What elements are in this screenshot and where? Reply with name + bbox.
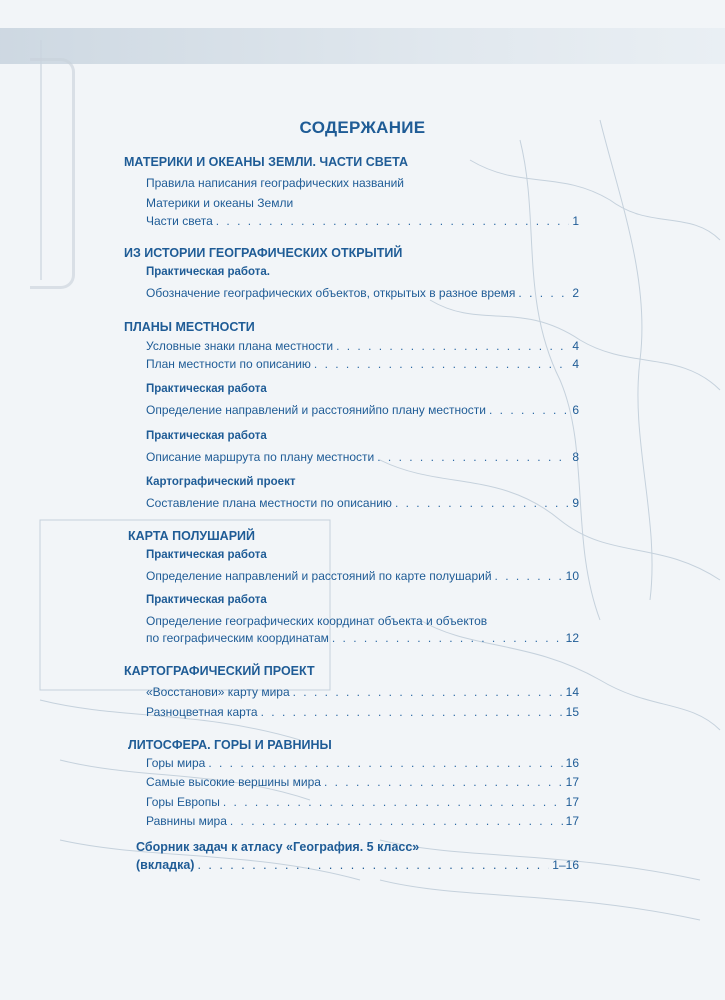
toc-entry-title: Равнины мира (146, 814, 227, 828)
toc-entry-page: 4 (572, 357, 579, 371)
toc-entry-page: 1–16 (552, 858, 579, 872)
section-heading: ИЗ ИСТОРИИ ГЕОГРАФИЧЕСКИХ ОТКРЫТИЙ (124, 246, 403, 260)
toc-entry-page: 16 (565, 756, 579, 770)
toc-entry-page: 6 (572, 403, 579, 417)
dot-leader (324, 775, 563, 789)
page-title: СОДЕРЖАНИЕ (299, 118, 426, 137)
toc-entry-page: 4 (572, 339, 579, 353)
toc-entry[interactable] (146, 685, 579, 699)
toc-entry[interactable] (146, 286, 579, 300)
section-heading: КАРТА ПОЛУШАРИЙ (128, 529, 256, 543)
toc-entry-page: 1 (572, 214, 579, 228)
subsection-label: Практическая работа (146, 594, 267, 606)
toc-entry-title: Горы мира (146, 756, 206, 770)
dot-leader (293, 685, 563, 699)
dot-leader (223, 795, 563, 809)
toc-entry-title: Определение географических координат объекта и объектов (146, 614, 488, 628)
toc-entry[interactable] (146, 705, 579, 719)
dot-leader (489, 403, 569, 417)
toc-entry[interactable] (146, 403, 579, 417)
toc-entry-title: «Восстанови» карту мира (146, 685, 290, 699)
toc-entry: Правила написания географических названий (146, 176, 404, 190)
toc-entry-page: 14 (565, 685, 579, 699)
dot-leader (336, 339, 569, 353)
section-heading: МАТЕРИКИ И ОКЕАНЫ ЗЕМЛИ. ЧАСТИ СВЕТА (124, 155, 408, 169)
subsection-label: Практическая работа (146, 430, 267, 442)
toc-entry[interactable] (146, 631, 579, 645)
section-heading: КАРТОГРАФИЧЕСКИЙ ПРОЕКТ (124, 664, 315, 678)
dot-leader (495, 569, 563, 583)
toc-entry[interactable] (146, 814, 579, 828)
dot-leader (314, 357, 569, 371)
toc-entry-title: Части света (146, 214, 213, 228)
toc-entry-page: 17 (565, 795, 579, 809)
section-heading: ПЛАНЫ МЕСТНОСТИ (124, 320, 255, 334)
dot-leader (216, 214, 570, 228)
toc-entry[interactable] (146, 775, 579, 789)
toc-entry[interactable] (146, 450, 579, 464)
subsection-label: Практическая работа. (146, 266, 271, 278)
toc-entry: Материки и океаны Земли (146, 196, 294, 210)
subsection-label: Картографический проект (146, 476, 296, 488)
toc-entry-title: Горы Европы (146, 795, 220, 809)
toc-entry-title: Описание маршрута по плану местности (146, 450, 375, 464)
toc-entry-title: по географическим координатам (146, 631, 329, 645)
toc-entry[interactable] (146, 496, 579, 510)
toc-entry-title: Самые высокие вершины мира (146, 775, 321, 789)
appendix-subtitle: (вкладка) (136, 858, 195, 872)
toc-entry[interactable] (146, 357, 579, 371)
dot-leader (377, 450, 569, 464)
toc-entry-title: Определение направлений и расстоянийпо плану местности (146, 403, 487, 417)
toc-entry-page: 9 (572, 496, 579, 510)
dot-leader (332, 631, 563, 645)
toc-entry-page: 2 (572, 286, 579, 300)
toc-entry-page: 15 (565, 705, 579, 719)
subsection-label: Практическая работа (146, 549, 267, 561)
toc-entry-title: Разноцветная карта (146, 705, 258, 719)
toc-entry-page: 17 (565, 814, 579, 828)
toc-entry-title: План местности по описанию (146, 357, 311, 371)
dot-leader (230, 814, 563, 828)
toc-entry-page: 12 (565, 631, 579, 645)
toc-entry[interactable] (146, 795, 579, 809)
dot-leader (197, 858, 549, 872)
toc-entry-page: 8 (572, 450, 579, 464)
toc-entry-title: Условные знаки плана местности (146, 339, 334, 353)
toc-entry[interactable] (136, 858, 579, 872)
dot-leader (208, 756, 562, 770)
section-heading: ЛИТОСФЕРА. ГОРЫ И РАВНИНЫ (128, 738, 332, 752)
toc-entry-page: 17 (565, 775, 579, 789)
appendix-title: Сборник задач к атласу «География. 5 класс» (136, 840, 420, 854)
toc-entry-title: Определение направлений и расстояний по карте полушарий (146, 569, 492, 583)
toc-entry[interactable] (146, 214, 579, 228)
toc-entry-title: Составление плана местности по описанию (146, 496, 392, 510)
dot-leader (261, 705, 563, 719)
subsection-label: Практическая работа (146, 383, 267, 395)
toc-entry[interactable] (146, 339, 579, 353)
dot-leader (518, 286, 569, 300)
toc-entry[interactable] (146, 756, 579, 770)
toc-entry[interactable] (146, 569, 579, 583)
toc-entry-page: 10 (565, 569, 579, 583)
toc-entry-title: Обозначение географических объектов, открытых в разное время (146, 286, 516, 300)
dot-leader (395, 496, 569, 510)
